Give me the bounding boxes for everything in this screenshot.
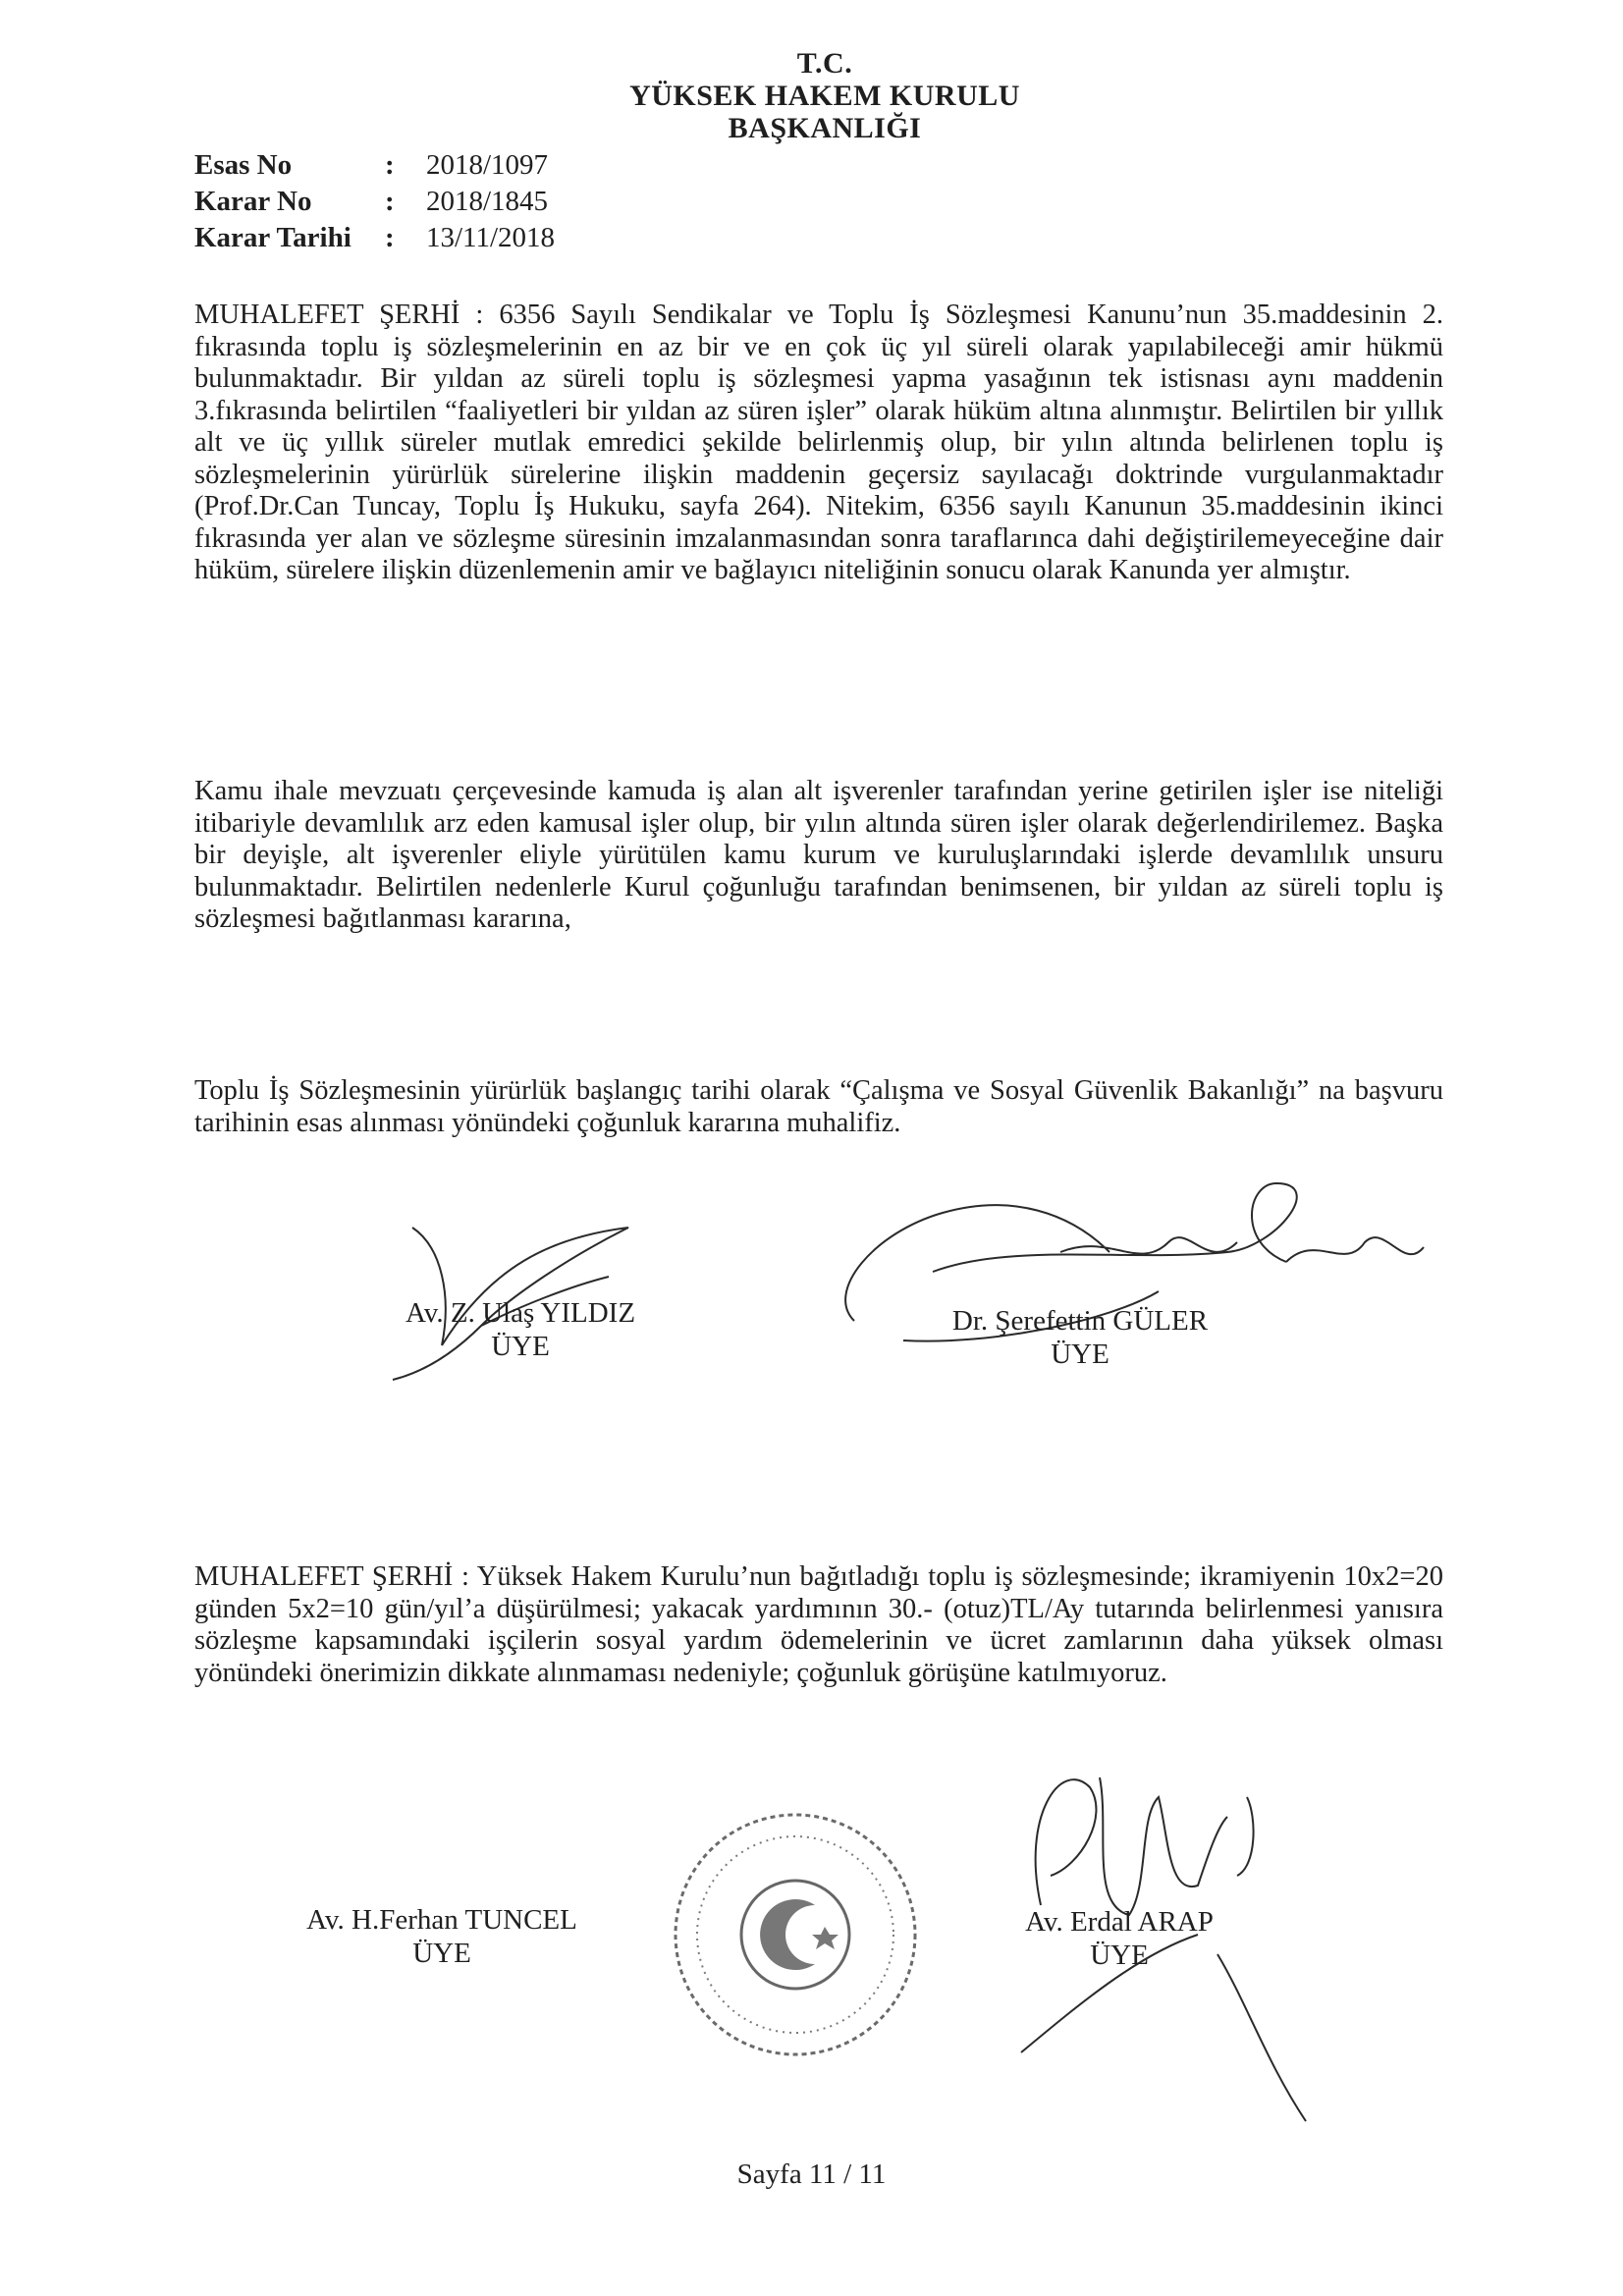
meta-value: 13/11/2018 — [426, 222, 556, 253]
meta-colon: : — [385, 222, 395, 253]
signer-role: ÜYE — [1090, 1940, 1149, 1971]
dissent-paragraph-3: Toplu İş Sözleşmesinin yürürlük başlangıç tarihi olarak “Çalışma ve Sosyal Güvenlik Bakanlığı” na başvuru tarihinin esas alınması yönündeki çoğunluk kararına muhalifiz. — [194, 1075, 1443, 1138]
signer-role: ÜYE — [491, 1331, 550, 1362]
meta-row-esas-no — [194, 147, 555, 184]
header-line-institution: YÜKSEK HAKEM KURULU — [629, 80, 1020, 112]
signer-name: Av. H.Ferhan TUNCEL — [306, 1904, 577, 1936]
meta-colon: : — [385, 149, 395, 181]
signature-block-yildiz — [363, 1296, 677, 1363]
meta-label: Karar No — [194, 186, 312, 217]
signature-block-guler — [913, 1304, 1247, 1371]
dissent-paragraph-1: MUHALEFET ŞERHİ : 6356 Sayılı Sendikalar ve Toplu İş Sözleşmesi Kanunu’nun 35.maddesinin 2. fıkrasında toplu iş sözleşmelerinin en az bir ve en çok üç yıl süreli olarak yapılabileceği amir hükmü bulunmaktadır. Bir yıldan az süreli toplu iş sözleşmesi yapma yasağının tek istisnası aynı maddenin 3.fıkrasında belirtilen “faaliyetleri bir yıldan az süren işler” olarak hüküm altına alınmıştır. Belirtilen bir yıllık alt ve üç yıllık süreler mutlak emredici şekilde belirlenmiş olup, bir yılın altında belirlenen toplu iş sözleşmelerinin yürürlük sürelerine ilişkin maddenin geçersiz sayılacağı doktrinde vurgulanmaktadır (Prof.Dr.Can Tuncay, Toplu İş Hukuku, sayfa 264). Nitekim, 6356 sayılı Kanunun 35.maddesinin ikinci fıkrasında yer alan ve sözleşme süresinin imzalanmasından sonra taraflarınca dahi değiştirilemeyeceğine dair hüküm, sürelere ilişkin düzenlemenin amir ve bağlayıcı niteliğinin sonucu olarak Kanunda yer almıştır. — [194, 300, 1443, 585]
signer-name: Av. Z. Ulaş YILDIZ — [405, 1297, 636, 1329]
header-line-presidency: BAŞKANLIĞI — [728, 112, 922, 144]
meta-label: Karar Tarihi — [194, 222, 352, 253]
signer-role: ÜYE — [412, 1938, 471, 1969]
dissent-paragraph-4: MUHALEFET ŞERHİ : Yüksek Hakem Kurulu’nun bağıtladığı toplu iş sözleşmesinde; ikramiyenin 10x2=20 günden 5x2=10 gün/yıl’a düşürülmesi; yakacak yardımının 30.- (otuz)TL/Ay tutarında belirlenmesi yanısıra sözleşme kapsamındaki işçilerin sosyal yardım ödemelerinin ve ücret zamlarının daha yüksek olması yönündeki önerimizin dikkate alınmaması nedeniyle; çoğunluk görüşüne katılmıyoruz. — [194, 1561, 1443, 1688]
meta-row-karar-tarihi — [194, 220, 555, 256]
signature-block-arap — [987, 1905, 1252, 1972]
case-metadata — [194, 147, 555, 256]
signature-block-tuncel — [265, 1903, 619, 1970]
page-number: Sayfa 11 / 11 — [736, 2159, 887, 2190]
meta-value: 2018/1845 — [426, 186, 549, 217]
signer-name: Av. Erdal ARAP — [1025, 1906, 1214, 1938]
header-line-tc: T.C. — [796, 47, 853, 80]
signer-role: ÜYE — [1051, 1339, 1109, 1370]
meta-label: Esas No — [194, 149, 293, 181]
signer-name: Dr. Şerefettin GÜLER — [951, 1305, 1209, 1337]
document-header — [550, 47, 1100, 144]
meta-value: 2018/1097 — [426, 149, 549, 181]
meta-colon: : — [385, 186, 395, 217]
official-seal — [668, 1807, 923, 2062]
dissent-paragraph-2: Kamu ihale mevzuatı çerçevesinde kamuda iş alan alt işverenler tarafından yerine getirilen işler ise niteliği itibariyle devamlılık arz eden kamusal işler olup, bir yılın altında süren işler olarak değerlendirilemez. Başka bir deyişle, alt işverenler eliyle yürütülen kamu kurum ve kuruluşlarındaki işlerde devamlılık unsuru bulunmaktadır. Belirtilen nedenlerle Kurul çoğunluğu tarafından benimsenen, bir yıldan az süreli toplu iş sözleşmesi bağıtlanması kararına, — [194, 776, 1443, 934]
meta-row-karar-no — [194, 184, 555, 220]
